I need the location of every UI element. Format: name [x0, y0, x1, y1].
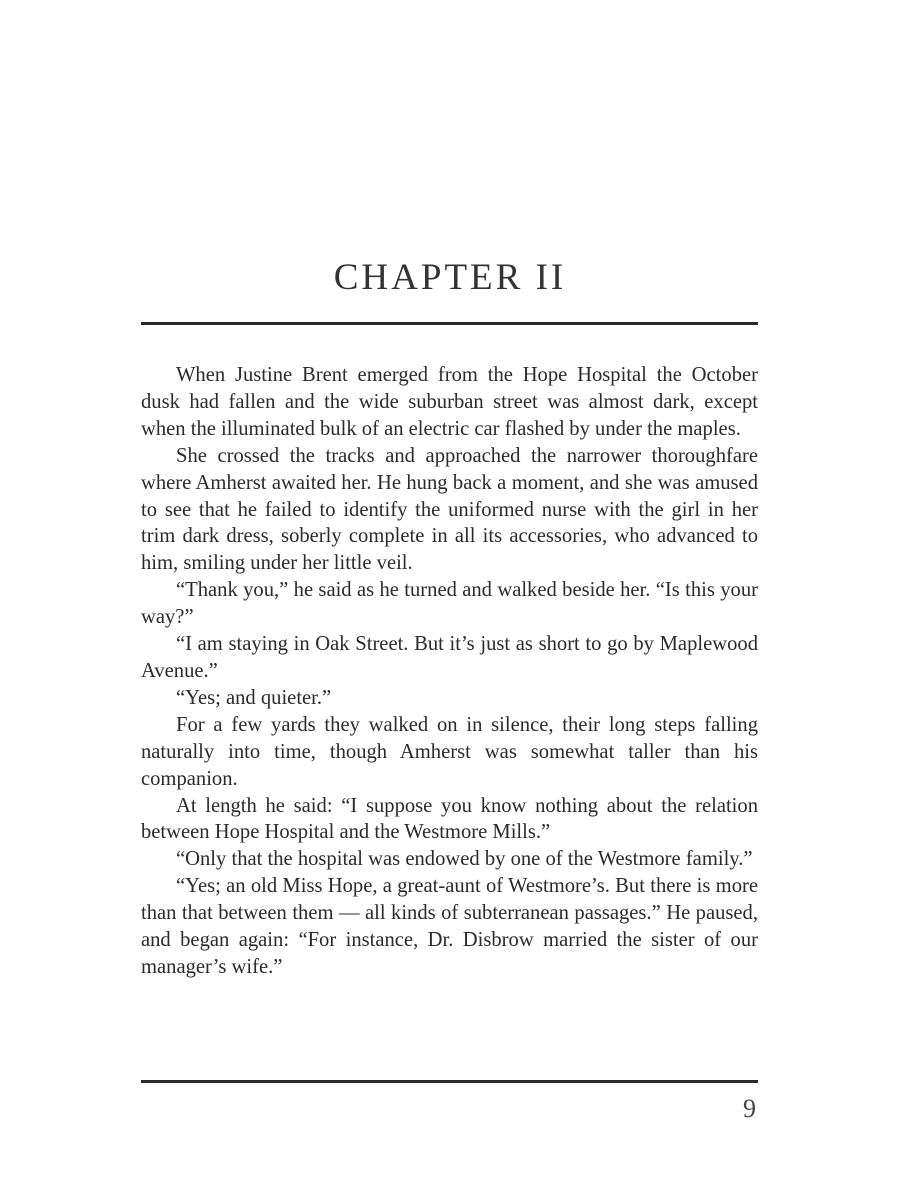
paragraph: “Thank you,” he said as he turned and walked beside her. “Is this your way?” [141, 579, 758, 629]
paragraph: “I am staying in Oak Street. But it’s just as short to go by Maplewood Avenue.” [141, 633, 758, 682]
bottom-rule [141, 1080, 758, 1083]
paragraph: “Yes; and quieter.” [176, 686, 332, 709]
paragraph: At length he said: “I suppose you know nothing about the relation between Hope Hospital and the Westmore Mills.” [141, 794, 758, 844]
paragraph: When Justine Brent emerged from the Hope Hospital the October dusk had fallen and the wide suburban street was almost dark, except when the illuminated bulk of an electric car flashed by under the maples. [141, 364, 758, 440]
top-rule [141, 322, 758, 325]
paragraph: For a few yards they walked on in silence, their long steps falling naturally into time, though Amherst was somewhat taller than his companion. [141, 713, 758, 790]
paragraph: “Yes; an old Miss Hope, a great-aunt of Westmore’s. But there is more than that between them — all kinds of subterranean passages.” He paused, and began again: “For instance, Dr. Disbrow married the sister of our manager’s wife.” [141, 875, 758, 978]
chapter-title: CHAPTER II [333, 257, 567, 298]
page-number: 9 [743, 1094, 756, 1123]
paragraph: “Only that the hospital was endowed by one of the Westmore family.” [176, 848, 753, 871]
paragraph: She crossed the tracks and approached the narrower thoroughfare where Amherst awaited her. He hung back a moment, and she was amused to see that he failed to identify the uniformed nurse with the girl in her trim dark dress, soberly complete in all its accessories, who advanced to him, smiling under her little veil. [141, 444, 758, 575]
chapter-body [141, 362, 758, 981]
